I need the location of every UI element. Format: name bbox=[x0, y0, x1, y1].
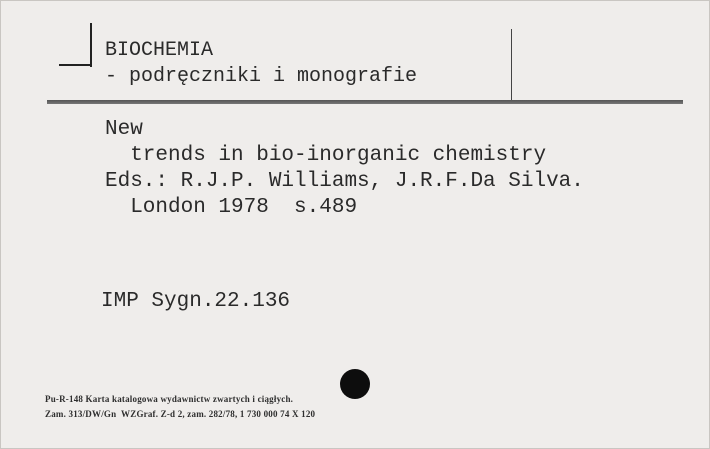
printer-footer-line-1: Pu-R-148 Karta katalogowa wydawnictw zwartych i ciągłych. bbox=[45, 394, 294, 404]
header-divider-vertical bbox=[511, 29, 512, 103]
subject-heading: BIOCHEMIA bbox=[105, 39, 214, 62]
entry-imprint-line: London 1978 s.489 bbox=[105, 196, 358, 219]
entry-editors-line: Eds.: R.J.P. Williams, J.R.F.Da Silva. bbox=[105, 170, 584, 193]
header-rule bbox=[47, 100, 683, 104]
header-corner-mark-vertical bbox=[90, 23, 92, 67]
printer-footer-line-2: Zam. 313/DW/Gn WZGraf. Z-d 2, zam. 282/78, 1 730 000 74 X 120 bbox=[45, 409, 316, 419]
entry-title-line: trends in bio-inorganic chemistry bbox=[105, 144, 547, 167]
punch-hole bbox=[340, 369, 370, 399]
call-number: IMP Sygn.22.136 bbox=[101, 290, 291, 313]
entry-line-1: New bbox=[105, 118, 143, 141]
subject-subheading: - podręczniki i monografie bbox=[105, 65, 418, 88]
header-corner-mark-horizontal bbox=[59, 64, 91, 66]
